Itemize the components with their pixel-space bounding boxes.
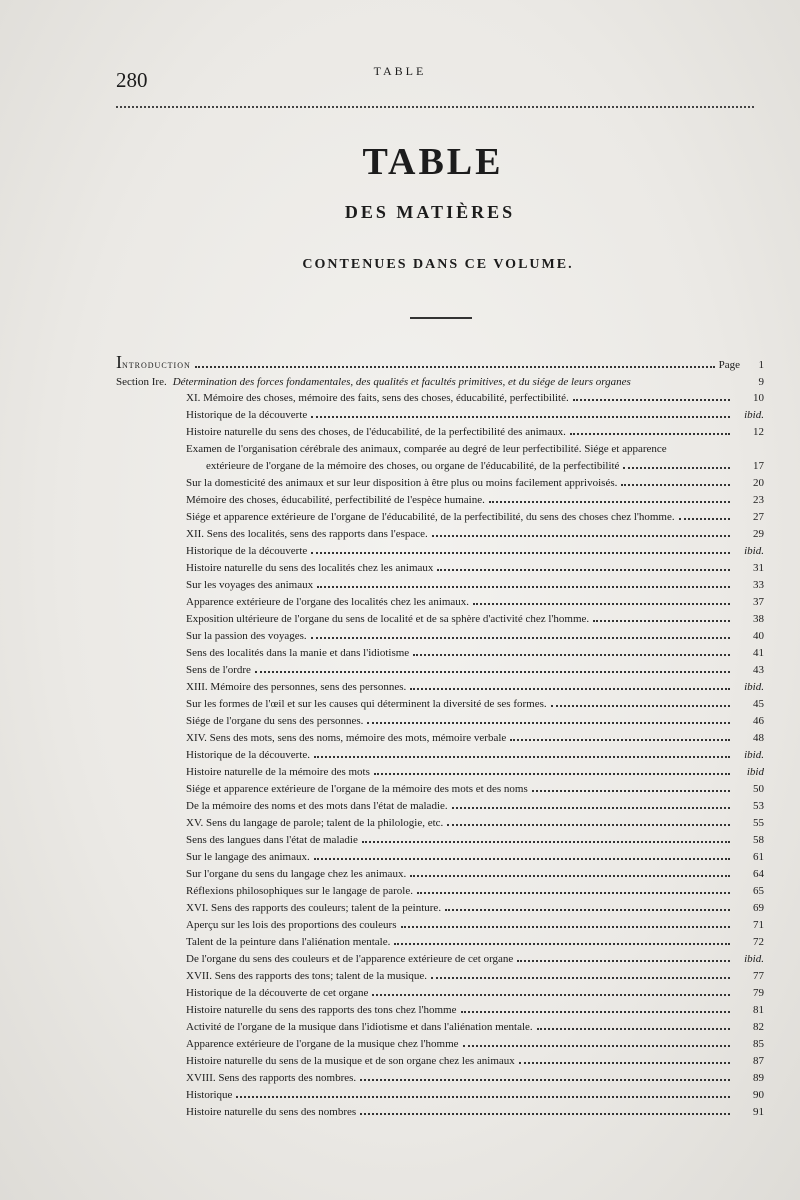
dot-leader: [417, 892, 730, 894]
dot-leader: [447, 824, 730, 826]
toc-entry: [186, 833, 764, 847]
toc-page-number: 17: [753, 460, 764, 472]
toc-entry: [186, 646, 764, 660]
title-rule: [410, 317, 472, 319]
toc-page-number: 72: [753, 936, 764, 948]
toc-entry-label: Sur les formes de l'œil et sur les causes qui déterminent la diversité de ses formes.: [186, 698, 547, 710]
toc-entry-label: XIV. Sens des mots, sens des noms, mémoire des mots, mémoire verbale: [186, 732, 507, 744]
dot-leader: [445, 909, 730, 911]
dot-leader: [551, 705, 730, 707]
toc-entry: [186, 884, 764, 898]
toc-entry: [186, 816, 764, 830]
toc-page-number: 46: [753, 715, 764, 727]
dot-leader: [367, 722, 730, 724]
toc-entry-label: Histoire naturelle du sens des nombres: [186, 1106, 357, 1118]
toc-page-number: 50: [753, 783, 764, 795]
dot-leader: [570, 433, 730, 435]
toc-page-number: 12: [753, 426, 764, 438]
dot-leader: [431, 977, 730, 979]
toc-page-number: 77: [753, 970, 764, 982]
toc-entry: [186, 663, 764, 677]
dot-leader: [452, 807, 730, 809]
toc-page-number: 82: [753, 1021, 764, 1033]
dot-leader: [255, 671, 730, 673]
toc-entry-label: Activité de l'organe de la musique dans l'idiotisme et dans l'aliénation mentale.: [186, 1021, 533, 1033]
toc-entry: [186, 561, 764, 575]
dot-leader: [532, 790, 730, 792]
toc-page-number: 29: [753, 528, 764, 540]
toc-entry: [186, 714, 764, 728]
dot-leader: [314, 756, 730, 758]
toc-entry-label: Exposition ultérieure de l'organe du sens de localité et de sa sphère d'activité chez l'homme.: [186, 613, 590, 625]
toc-entry-introduction: [116, 352, 764, 372]
toc-entry: [186, 731, 764, 745]
toc-entry: [186, 782, 764, 796]
toc-page-number: ibid.: [744, 953, 764, 965]
toc-entry-section: [116, 375, 764, 389]
toc-page-number: 38: [753, 613, 764, 625]
toc-entry-label: Historique de la découverte.: [186, 749, 311, 761]
toc-entry-label: Talent de la peinture dans l'aliénation mentale.: [186, 936, 391, 948]
toc-page-number: 64: [753, 868, 764, 880]
toc-entry: [186, 935, 764, 949]
toc-entry-label: Examen de l'organisation cérébrale des animaux, comparée au degré de leur perfectibilité. Siége et apparence: [186, 443, 667, 455]
toc-entry: [186, 1020, 764, 1034]
dot-leader: [401, 926, 731, 928]
dot-leader: [537, 1028, 730, 1030]
toc-page-number: ibid.: [744, 749, 764, 761]
toc-page-number: 23: [753, 494, 764, 506]
toc-entry: [186, 799, 764, 813]
page-word: Page: [718, 359, 740, 371]
dot-leader: [489, 501, 730, 503]
toc-page-number: 45: [753, 698, 764, 710]
toc-page-number: 58: [753, 834, 764, 846]
toc-entry: [186, 544, 764, 558]
toc-entry-label: Mémoire des choses, éducabilité, perfectibilité de l'espèce humaine.: [186, 494, 485, 506]
header-rule: [116, 106, 754, 108]
dot-leader: [410, 875, 730, 877]
toc-entry-label: XV. Sens du langage de parole; talent de la philologie, etc.: [186, 817, 444, 829]
toc-page-number: 9: [758, 376, 764, 388]
toc-entry-label: Sens des langues dans l'état de maladie: [186, 834, 358, 846]
toc-page-number: 33: [753, 579, 764, 591]
dot-leader: [510, 739, 730, 741]
dot-leader: [621, 484, 730, 486]
toc-page-number: 69: [753, 902, 764, 914]
toc-entry: [186, 986, 764, 1000]
toc-entry: [186, 1088, 764, 1102]
toc-page-number: 71: [753, 919, 764, 931]
toc-entry: [186, 425, 764, 439]
toc-page-number: ibid.: [744, 681, 764, 693]
toc-entry-label: Siége de l'organe du sens des personnes.: [186, 715, 364, 727]
page-subtitle: DES MATIÈRES: [344, 202, 516, 222]
dot-leader: [519, 1062, 730, 1064]
dot-leader: [374, 773, 730, 775]
toc-entry: [186, 680, 764, 694]
toc-entry-label: XII. Sens des localités, sens des rapports dans l'espace.: [186, 528, 428, 540]
toc-entry: [186, 391, 764, 405]
toc-entry: [186, 952, 764, 966]
page-title: TABLE: [362, 141, 504, 183]
dot-leader: [314, 858, 730, 860]
toc-page-number: ibid.: [744, 409, 764, 421]
toc-page-number: 27: [753, 511, 764, 523]
toc-page-number: 48: [753, 732, 764, 744]
dot-leader: [573, 399, 730, 401]
toc-entry: [186, 748, 764, 762]
toc-entry: [186, 629, 764, 643]
toc-entry-label: Sur l'organe du sens du langage chez les animaux.: [186, 868, 407, 880]
dot-leader: [311, 416, 730, 418]
toc-entry: [186, 493, 764, 507]
toc-page-number: 41: [753, 647, 764, 659]
toc-entry-label: Histoire naturelle du sens des localités chez les animaux: [186, 562, 434, 574]
toc-page-number: 1: [758, 359, 764, 371]
dot-leader: [413, 654, 730, 656]
toc-entry: [186, 595, 764, 609]
toc-entry-label: XIII. Mémoire des personnes, sens des personnes.: [186, 681, 407, 693]
toc-page-number: 79: [753, 987, 764, 999]
dot-leader: [461, 1011, 731, 1013]
toc-entry-label: Historique: [186, 1089, 233, 1101]
toc-entry: [186, 918, 764, 932]
toc-page-number: 89: [753, 1072, 764, 1084]
toc-entry-label: XVII. Sens des rapports des tons; talent de la musique.: [186, 970, 428, 982]
toc-entry: [186, 1105, 764, 1119]
dot-leader: [679, 518, 730, 520]
toc-page-number: 85: [753, 1038, 764, 1050]
dot-leader: [311, 637, 730, 639]
toc-entry-label: Siége et apparence extérieure de l'organe de l'éducabilité, de la perfectibilité, du sens des choses chez l'homme.: [186, 511, 675, 523]
dot-leader: [473, 603, 730, 605]
toc-page-number: 87: [753, 1055, 764, 1067]
section-title: Détermination des forces fondamentales, des qualités et facultés primitives, et du siége de leurs organes: [172, 376, 631, 388]
toc-entry-label: XVI. Sens des rapports des couleurs; talent de la peinture.: [186, 902, 442, 914]
toc-entry-label: Historique de la découverte: [186, 545, 308, 557]
toc-entry-label: Historique de la découverte de cet organe: [186, 987, 369, 999]
toc-entry-label: Historique de la découverte: [186, 409, 308, 421]
toc-page-number: 40: [753, 630, 764, 642]
toc-entry: [186, 867, 764, 881]
dot-leader: [623, 467, 730, 469]
toc-entry: [186, 612, 764, 626]
toc-entry: [186, 697, 764, 711]
dot-leader: [317, 586, 730, 588]
toc-page-number: 61: [753, 851, 764, 863]
toc-entry: [186, 578, 764, 592]
dot-leader: [195, 366, 715, 368]
dot-leader: [432, 535, 730, 537]
toc-entry: [186, 765, 764, 779]
toc-entry: [186, 1037, 764, 1051]
toc-entry-label: Histoire naturelle du sens des rapports des tons chez l'homme: [186, 1004, 457, 1016]
toc-entry-label: XVIII. Sens des rapports des nombres.: [186, 1072, 357, 1084]
toc-page-number: 31: [753, 562, 764, 574]
dot-leader: [311, 552, 730, 554]
toc-entry: [186, 1003, 764, 1017]
dot-leader: [372, 994, 730, 996]
toc-entry-label: Histoire naturelle de la mémoire des mots: [186, 766, 370, 778]
toc-entry-label: Réflexions philosophiques sur le langage de parole.: [186, 885, 413, 897]
toc-page-number: 91: [753, 1106, 764, 1118]
toc-page-number: 81: [753, 1004, 764, 1016]
toc-entry-label: Sur le langage des animaux.: [186, 851, 310, 863]
toc-entry-continuation: [206, 459, 764, 473]
toc-entry-label: extérieure de l'organe de la mémoire des choses, ou organe de l'éducabilité, de la perfectibilité: [206, 460, 620, 472]
toc-entry-label: Apparence extérieure de l'organe des localités chez les animaux.: [186, 596, 470, 608]
dot-leader: [437, 569, 730, 571]
dot-leader: [394, 943, 730, 945]
toc-entry-label: Sens des localités dans la manie et dans l'idiotisme: [186, 647, 410, 659]
toc-page-number: 43: [753, 664, 764, 676]
toc-entry: [186, 408, 764, 422]
toc-entry-label: Histoire naturelle du sens des choses, de l'éducabilité, de la perfectibilité des animaux.: [186, 426, 566, 438]
toc-entry-label: Introduction: [116, 352, 191, 372]
toc-entry-label: XI. Mémoire des choses, mémoire des faits, sens des choses, éducabilité, perfectibilité.: [186, 392, 569, 404]
toc-entry-label: De l'organe du sens des couleurs et de l'apparence extérieure de cet organe: [186, 953, 514, 965]
dot-leader: [362, 841, 730, 843]
toc-entry-label: Sur la passion des voyages.: [186, 630, 307, 642]
toc-page-number: 20: [753, 477, 764, 489]
toc-entry: [186, 1054, 764, 1068]
dot-leader: [593, 620, 730, 622]
toc-page-number: 65: [753, 885, 764, 897]
dot-leader: [410, 688, 730, 690]
toc-entry: [186, 850, 764, 864]
toc-page-number: 10: [753, 392, 764, 404]
toc-entry: [186, 969, 764, 983]
page-subtitle-secondary: CONTENUES DANS CE VOLUME.: [302, 257, 574, 272]
section-label: Section Ire.: [116, 376, 167, 388]
toc-entry: [186, 1071, 764, 1085]
toc-entry-label: Sens de l'ordre: [186, 664, 251, 676]
toc-entry: [186, 476, 764, 490]
toc-entry: [186, 442, 764, 456]
page-number: 280: [116, 68, 148, 92]
running-head: TABLE: [373, 64, 427, 78]
dot-leader: [463, 1045, 730, 1047]
dot-leader: [360, 1113, 730, 1115]
toc-page-number: 90: [753, 1089, 764, 1101]
toc-entry-label: Sur la domesticité des animaux et sur leur disposition à être plus ou moins facilement apprivoisés.: [186, 477, 618, 489]
toc-entry-label: Aperçu sur les lois des proportions des couleurs: [186, 919, 397, 931]
toc-entry-label: Siége et apparence extérieure de l'organe de la mémoire des mots et des noms: [186, 783, 528, 795]
dot-leader: [236, 1096, 730, 1098]
toc-entry-label: Apparence extérieure de l'organe de la musique chez l'homme: [186, 1038, 459, 1050]
toc-page-number: ibid: [746, 766, 764, 778]
toc-entry: [186, 527, 764, 541]
toc-page-number: ibid.: [744, 545, 764, 557]
toc-entry-label: Histoire naturelle du sens de la musique et de son organe chez les animaux: [186, 1055, 515, 1067]
toc-entry: [186, 510, 764, 524]
toc-page-number: 53: [753, 800, 764, 812]
toc-entry-label: De la mémoire des noms et des mots dans l'état de maladie.: [186, 800, 448, 812]
dot-leader: [517, 960, 730, 962]
toc-entry: [186, 901, 764, 915]
toc-page-number: 37: [753, 596, 764, 608]
dot-leader: [360, 1079, 730, 1081]
toc-page-number: 55: [753, 817, 764, 829]
toc-entry-label: Sur les voyages des animaux: [186, 579, 314, 591]
